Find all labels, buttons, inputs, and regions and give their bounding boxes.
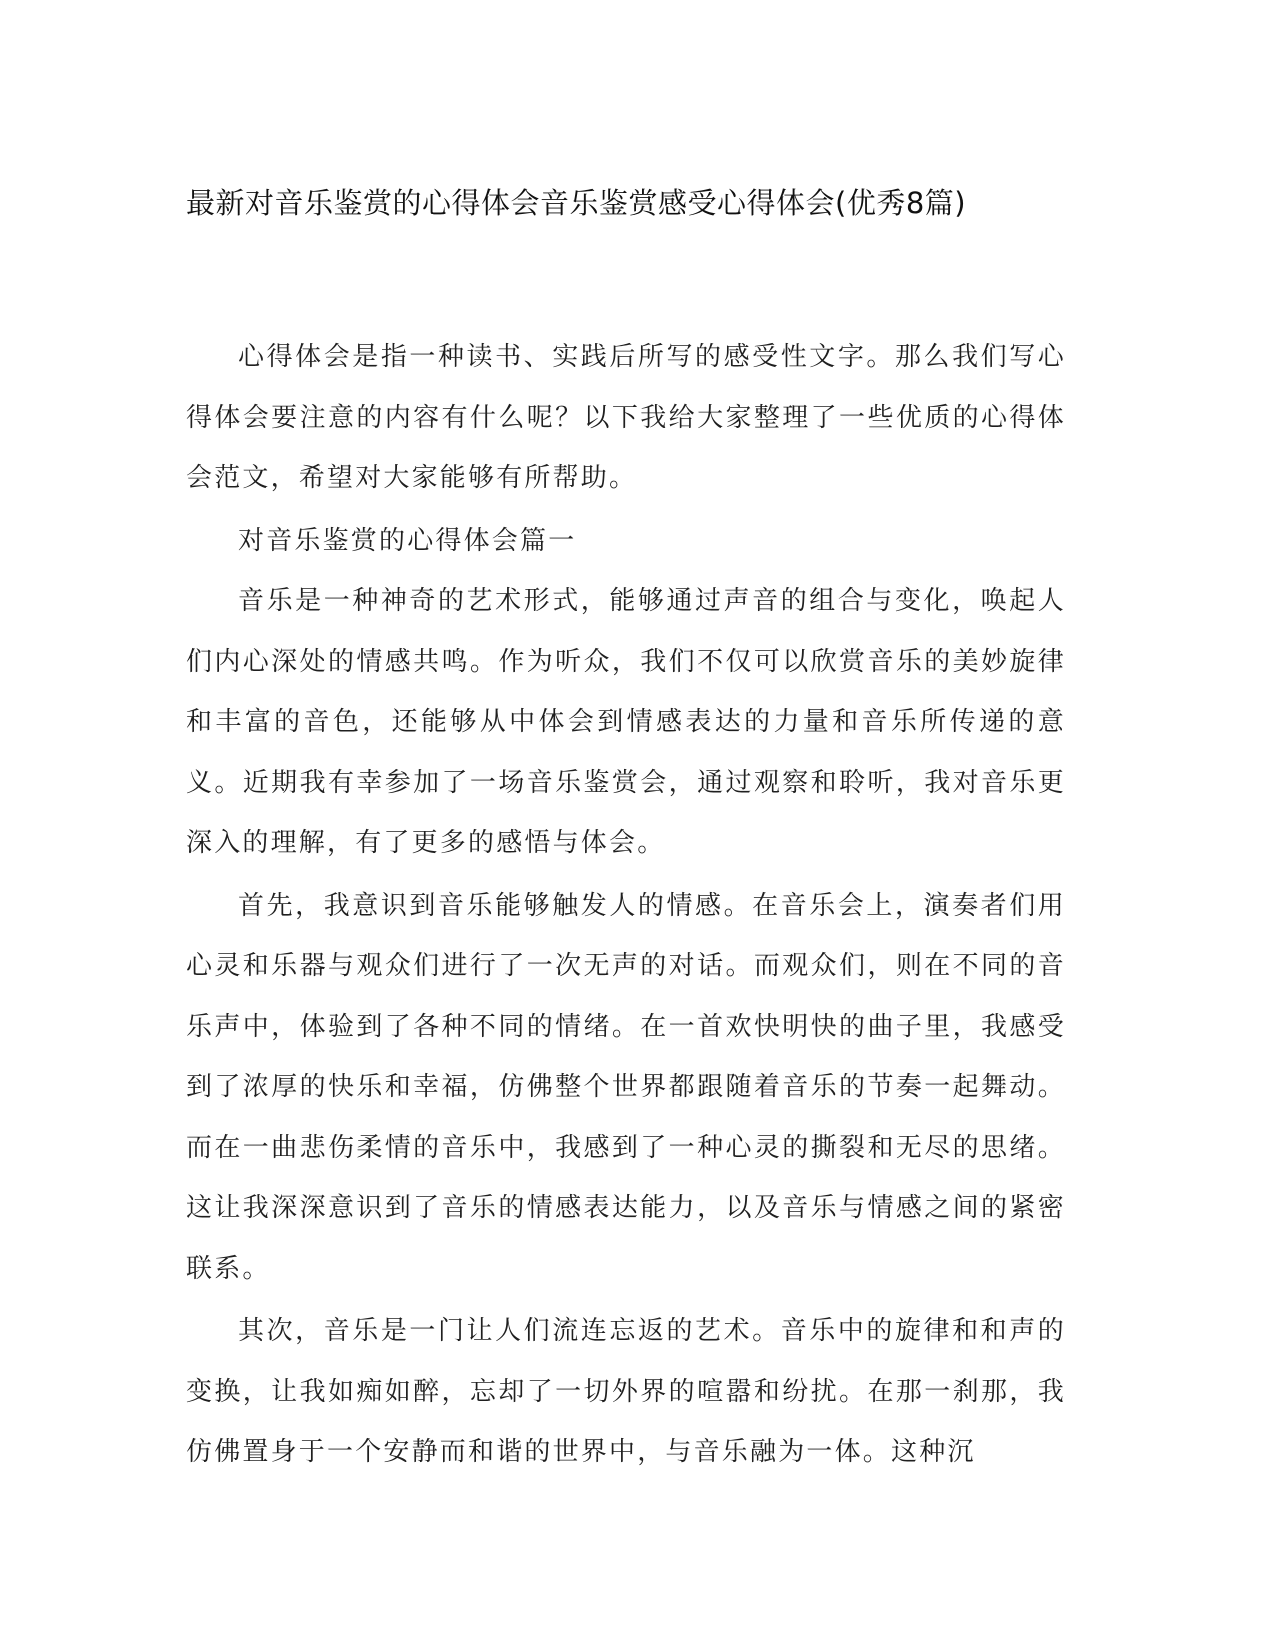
document-title: 最新对音乐鉴赏的心得体会音乐鉴赏感受心得体会(优秀8篇) [186, 186, 967, 220]
section-heading: 对音乐鉴赏的心得体会篇一 [238, 525, 577, 556]
intro-paragraph: 心得体会是指一种读书、实践后所写的感受性文字。那么我们写心得体会要注意的内容有什么呢？以下我给大家整理了一些优质的心得体会范文，希望对大家能够有所帮助。 [186, 342, 1066, 493]
body-paragraph: 首先，我意识到音乐能够触发人的情感。在音乐会上，演奏者们用心灵和乐器与观众们进行了一次无声的对话。而观众们，则在不同的音乐声中，体验到了各种不同的情绪。在一首欢快明快的曲子里，我感受到了浓厚的快乐和幸福，仿佛整个世界都跟随着音乐的节奏一起舞动。而在一曲悲伤柔情的音乐中，我感到了一种心灵的撕裂和无尽的思绪。这让我深深意识到了音乐的情感表达能力，以及音乐与情感之间的紧密联系。 [186, 890, 1066, 1284]
body-paragraph: 其次，音乐是一门让人们流连忘返的艺术。音乐中的旋律和和声的变换，让我如痴如醉，忘却了一切外界的喧嚣和纷扰。在那一刹那，我仿佛置身于一个安静而和谐的世界中，与音乐融为一体。这种沉 [186, 1316, 1066, 1467]
body-paragraph: 音乐是一种神奇的艺术形式，能够通过声音的组合与变化，唤起人们内心深处的情感共鸣。作为听众，我们不仅可以欣赏音乐的美妙旋律和丰富的音色，还能够从中体会到情感表达的力量和音乐所传递的意义。近期我有幸参加了一场音乐鉴赏会，通过观察和聆听，我对音乐更深入的理解，有了更多的感悟与体会。 [186, 586, 1066, 858]
document-body [186, 327, 1066, 1485]
